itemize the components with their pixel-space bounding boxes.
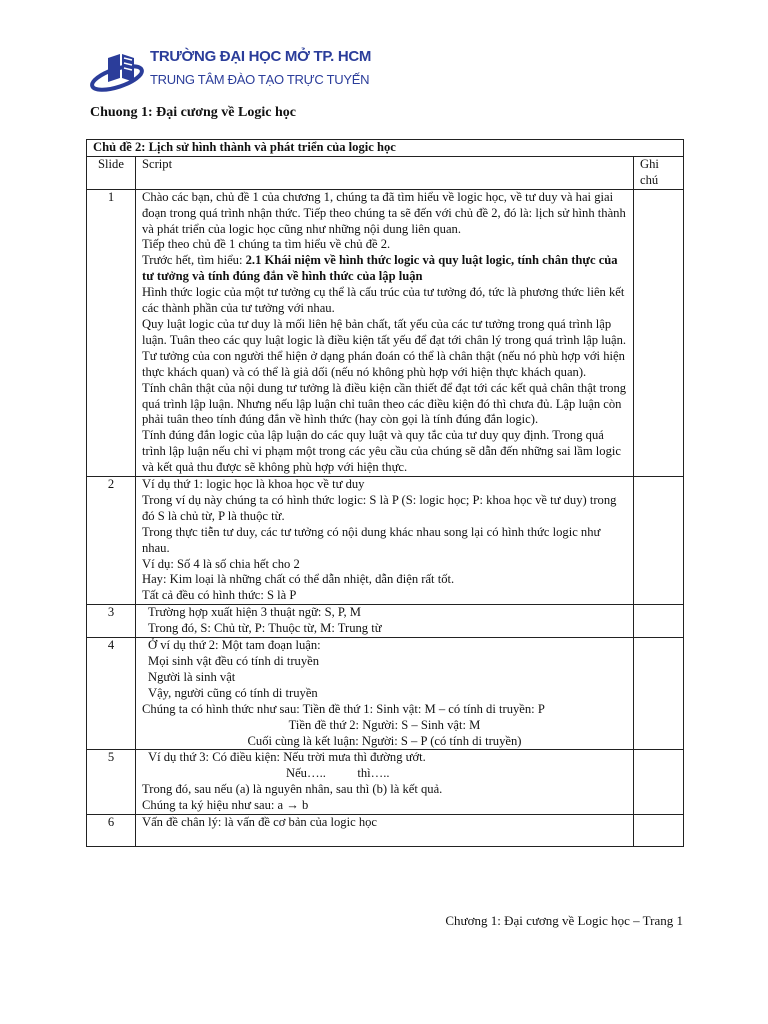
note-cell (634, 189, 684, 476)
slide-number: 2 (87, 477, 136, 605)
note-cell (634, 750, 684, 815)
script-line: Ví dụ: Số 4 là số chia hết cho 2 (142, 556, 300, 571)
note-cell (634, 477, 684, 605)
script-line: Tiếp theo chủ đề 1 chúng ta tìm hiểu về chủ đề 2. (142, 237, 391, 252)
slide-number: 4 (87, 638, 136, 750)
script-line: Hình thức logic của một tư tưởng cụ thể là cấu trúc của tư tưởng đó, tức là phương thức liên kết các thành phần của tư tưởng với nhau. (142, 285, 625, 316)
script-line: Trong đó, sau nếu (a) là nguyên nhân, sau thì (b) là kết quả. (142, 782, 443, 797)
script-line: Người là sinh vật (148, 669, 236, 684)
chapter-title: Chuong 1: Đại cương về Logic học (90, 105, 296, 120)
script-line: Trong ví dụ này chúng ta có hình thức logic: S là P (S: logic học; P: khoa học về tư duy) trong đó S là chủ từ, P là thuộc từ. (142, 492, 617, 523)
section-heading: 2.1 Khái niệm về hình thức logic và quy luật logic, tính chân thực của tư tưởng và tính đúng đắn về hình thức của lập luận (142, 253, 618, 284)
script-cell (136, 815, 634, 847)
script-line: Chào các bạn, chủ đề 1 của chương 1, chúng ta đã tìm hiểu về logic học, về tư duy và hai giai đoạn trong quá trình nhận thức. Tiếp theo chúng ta sẽ đến với chủ đề 2, đó là: lịch sử hình thành và phát triển của logic học cũng như những nội dung liên quan. (142, 189, 626, 236)
script-line: Nếu….. thì….. (286, 766, 390, 781)
note-cell (634, 815, 684, 847)
slide-number: 1 (87, 189, 136, 476)
page-footer: Chương 1: Đại cương về Logic học – Trang 1 (445, 913, 683, 928)
script-table (86, 139, 684, 847)
slide-number: 5 (87, 750, 136, 815)
table-row (87, 189, 684, 476)
script-line: Ví dụ thứ 3: Có điều kiện: Nếu trời mưa thì đường ướt. (148, 750, 426, 765)
script-line: Trong đó, S: Chủ từ, P: Thuộc từ, M: Trung từ (148, 621, 382, 636)
script-line: Vấn đề chân lý: là vấn đề cơ bản của logic học (142, 815, 378, 830)
script-cell (136, 189, 634, 476)
script-line: Mọi sinh vật đều có tính di truyền (148, 654, 320, 668)
table-row (87, 638, 684, 750)
table-row (87, 605, 684, 638)
header-note: Ghi chú (634, 156, 684, 189)
script-cell (136, 750, 634, 815)
university-logo (90, 40, 372, 100)
header-script: Script (136, 156, 634, 189)
script-line: Cuối cùng là kết luận: Người: S – P (có tính di truyền) (247, 733, 522, 748)
table-row (87, 750, 684, 815)
script-line: Hay: Kim loại là những chất có thể dẫn nhiệt, dẫn điện rất tốt. (142, 572, 455, 587)
script-line: Chúng ta ký hiệu như sau: a → b (142, 798, 309, 813)
table-row (87, 477, 684, 605)
university-name: TRƯỜNG ĐẠI HỌC MỞ TP. HCM (150, 48, 372, 65)
script-line-lead: Trước hết, tìm hiểu: (142, 253, 246, 268)
header-slide: Slide (87, 156, 136, 189)
script-line: Ví dụ thứ 1: logic học là khoa học về tư duy (142, 477, 365, 492)
script-cell (136, 477, 634, 605)
script-line: Quy luật logic của tư duy là mối liên hệ bản chất, tất yếu của các tư tưởng trong quá trình lập luận. Tuân theo các quy luật logic là điều kiện tất yếu để đạt tới chân lý trong quá trình lập luận. (142, 316, 627, 347)
script-line: Tất cả đều có hình thức: S là P (142, 588, 297, 603)
script-line: Chúng ta có hình thức như sau: Tiền đề thứ 1: Sinh vật: M – có tính di truyền: P (142, 701, 545, 716)
book-logo-icon (90, 48, 148, 92)
script-line (142, 253, 627, 285)
script-line: Tư tưởng của con người thể hiện ở dạng phán đoán có thể là chân thật (nếu nó phù hợp với hiện thực khách quan) và có thể là giả dối (nếu nó không phù hợp với hiện thực khách quan). (142, 348, 625, 379)
topic-heading: Chủ đề 2: Lịch sử hình thành và phát triển của logic học (87, 140, 684, 157)
script-line: Trong thực tiễn tư duy, các tư tưởng có nội dung khác nhau song lại có hình thức logic như nhau. (142, 524, 601, 555)
script-line: Tính đúng đắn logic của lập luận do các quy luật và quy tắc của tư duy quy định. Trong quá trình lập luận nếu chỉ vi phạm một trong các yêu cầu của chúng sẽ dẫn đến những sai lầm logic và kết quả thu được sẽ không phù hợp với hiện thực. (142, 428, 621, 475)
script-line: Ở ví dụ thứ 2: Một tam đoạn luận: (148, 638, 321, 653)
script-line: Tiền đề thứ 2: Người: S – Sinh vật: M (288, 717, 481, 732)
note-cell (634, 638, 684, 750)
script-cell (136, 605, 634, 638)
script-line: Trường hợp xuất hiện 3 thuật ngữ: S, P, M (148, 605, 361, 620)
script-cell (136, 638, 634, 750)
note-cell (634, 605, 684, 638)
slide-number: 6 (87, 815, 136, 847)
center-name: TRUNG TÂM ĐÀO TẠO TRỰC TUYẾN (150, 72, 370, 87)
script-line: Tính chân thật của nội dung tư tưởng là điều kiện cần thiết để đạt tới các kết quả chân thật trong quá trình lập luận. Nhưng nếu lập luận chỉ tuân theo các điều kiện đó thì chưa đủ. Lập luận còn phải tuân theo tính đúng đắn về hình thức (hay còn gọi là tính đúng đắn logic). (142, 380, 627, 427)
slide-number: 3 (87, 605, 136, 638)
script-line: Vậy, người cũng có tính di truyền (148, 685, 318, 700)
table-header-row (87, 156, 684, 189)
table-row (87, 815, 684, 847)
